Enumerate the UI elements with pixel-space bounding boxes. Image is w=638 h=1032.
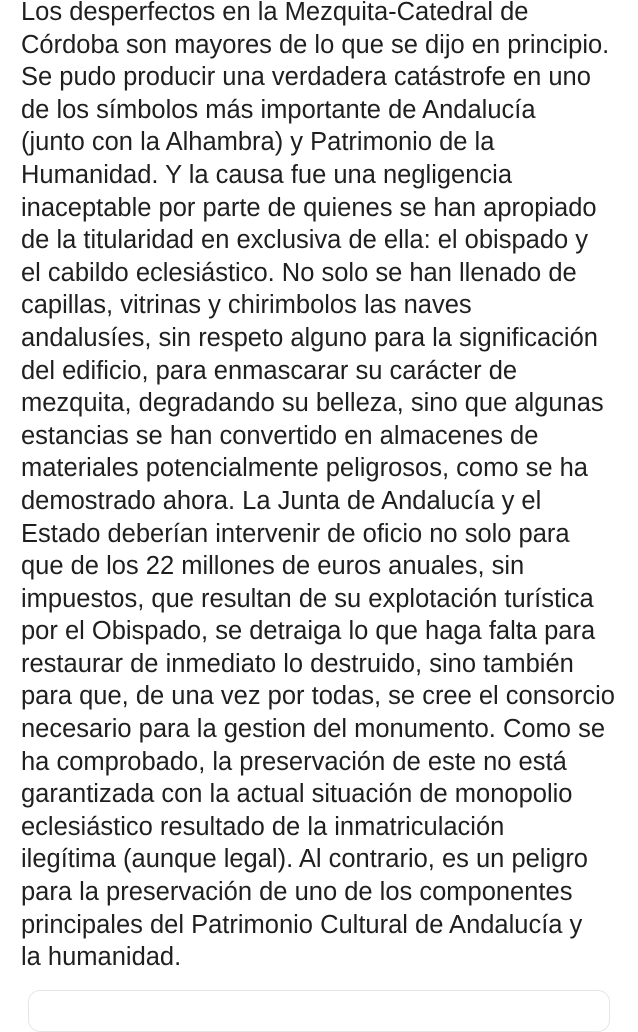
post-text-line: mezquita, degradando su belleza, sino que algunas: [21, 389, 604, 418]
post-text-line: demostrado ahora. La Junta de Andalucía y el: [21, 486, 542, 515]
post-text-line: andalusíes, sin respeto alguno para la significación: [21, 323, 598, 352]
post-text-line: de la titularidad en exclusiva de ella: el obispado y: [21, 226, 589, 255]
post-text-line: impuestos, que resultan de su explotación turística: [21, 584, 594, 613]
post-text-line: la humanidad.: [21, 943, 182, 972]
post-text-line: Estado deberían intervenir de oficio no solo para: [21, 519, 570, 548]
post-text-line: para que, de una vez por todas, se cree el consorcio: [21, 682, 615, 711]
post-text-line: ilegítima (aunque legal). Al contrario, es un peligro: [21, 845, 588, 874]
post-text-line: estancias se han convertido en almacenes de: [21, 421, 539, 450]
post-text-line: (junto con la Alhambra) y Patrimonio de la: [21, 128, 495, 157]
post-text-line: del edificio, para enmascarar su carácter de: [21, 356, 518, 385]
post-text-line: materiales potencialmente peligrosos, como se ha: [21, 454, 588, 483]
post-text-line: capillas, vitrinas y chirimbolos las naves: [21, 291, 472, 320]
post-text-line: el cabildo eclesiástico. No solo se han llenado de: [21, 258, 577, 287]
post-text-line: eclesiástico resultado de la inmatriculación: [21, 812, 505, 841]
post-text-line: que de los 22 millones de euros anuales, sin: [21, 552, 525, 581]
post-text-line: Los desperfectos en la Mezquita-Catedral de: [21, 0, 529, 26]
post-text-line: necesario para la gestion del monumento. Como se: [21, 715, 605, 744]
post-text-line: ha comprobado, la preservación de este no está: [21, 747, 567, 776]
post-text: [21, 0, 631, 974]
comment-box[interactable]: [28, 990, 610, 1032]
post-text-line: para la preservación de uno de los componentes: [21, 878, 573, 907]
post-text-line: inaceptable por parte de quienes se han apropiado: [21, 193, 597, 222]
post-text-line: Humanidad. Y la causa fue una negligencia: [21, 160, 512, 189]
post-text-line: principales del Patrimonio Cultural de Andalucía y: [21, 910, 583, 939]
post-text-line: garantizada con la actual situación de monopolio: [21, 780, 573, 809]
post-text-line: restaurar de inmediato lo destruido, sino también: [21, 649, 574, 678]
post-text-line: Se pudo producir una verdadera catástrofe en uno: [21, 63, 591, 92]
post-text-line: de los símbolos más importante de Andalucía: [21, 95, 536, 124]
post-text-line: por el Obispado, se detraiga lo que haga falta para: [21, 617, 596, 646]
post-text-line: Córdoba son mayores de lo que se dijo en principio.: [21, 30, 610, 59]
